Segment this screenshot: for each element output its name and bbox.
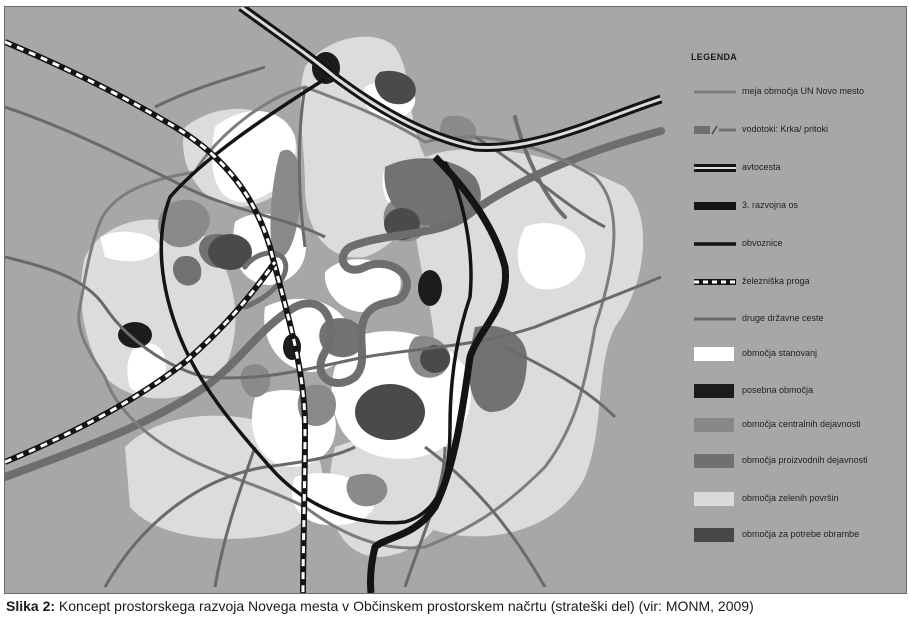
legend-item-defence bbox=[689, 524, 905, 546]
legend-label: druge državne ceste bbox=[742, 313, 824, 323]
state-roads-symbol bbox=[692, 312, 738, 326]
map-figure bbox=[4, 6, 907, 594]
legend-label: območja proizvodnih dejavnosti bbox=[742, 455, 868, 465]
motorway-symbol bbox=[692, 161, 738, 175]
legend-item-special bbox=[689, 380, 905, 402]
legend-item-boundary bbox=[689, 81, 905, 103]
legend-label: posebna območja bbox=[742, 385, 814, 395]
legend-item-motorway bbox=[689, 157, 905, 179]
residential-symbol bbox=[692, 347, 738, 361]
legend-label: območja centralnih dejavnosti bbox=[742, 419, 861, 429]
defence-symbol bbox=[692, 528, 738, 542]
boundary-symbol bbox=[692, 85, 738, 99]
legend-item-railway bbox=[689, 271, 905, 293]
legend-item-central bbox=[689, 414, 905, 436]
caption-lead: Slika 2: bbox=[6, 598, 56, 614]
legend-label: železniška proga bbox=[742, 276, 810, 286]
legend-label: območja zelenih površin bbox=[742, 493, 839, 503]
legend-label: območja za potrebe obrambe bbox=[742, 529, 860, 539]
legend-item-water bbox=[689, 119, 905, 141]
axis3-symbol bbox=[692, 199, 738, 213]
legend-item-axis3 bbox=[689, 195, 905, 217]
legend-label: 3. razvojna os bbox=[742, 200, 799, 210]
legend-item-production bbox=[689, 450, 905, 472]
bypass-symbol bbox=[692, 237, 738, 251]
water-symbol bbox=[692, 123, 738, 137]
legend-item-bypass bbox=[689, 233, 905, 255]
legend-item-state-roads bbox=[689, 308, 905, 330]
legend-label: meja območja UN Novo mesto bbox=[742, 86, 865, 96]
legend-item-residential bbox=[689, 343, 905, 365]
green-symbol bbox=[692, 492, 738, 506]
legend-label: obvoznice bbox=[742, 238, 783, 248]
legend-title: LEGENDA bbox=[691, 52, 738, 62]
production-symbol bbox=[692, 454, 738, 468]
legend-label: območja stanovanj bbox=[742, 348, 818, 358]
legend-item-green bbox=[689, 488, 905, 510]
figure-caption bbox=[6, 598, 906, 614]
central-symbol bbox=[692, 418, 738, 432]
caption-text: Koncept prostorskega razvoja Novega mesta v Občinskem prostorskem načrtu (strateški del) (vir: MONM, 2009) bbox=[55, 598, 754, 614]
railway-symbol bbox=[692, 275, 738, 289]
special-symbol bbox=[692, 384, 738, 398]
legend-label: avtocesta bbox=[742, 162, 781, 172]
legend-label: vodotoki: Krka/ pritoki bbox=[742, 124, 829, 134]
